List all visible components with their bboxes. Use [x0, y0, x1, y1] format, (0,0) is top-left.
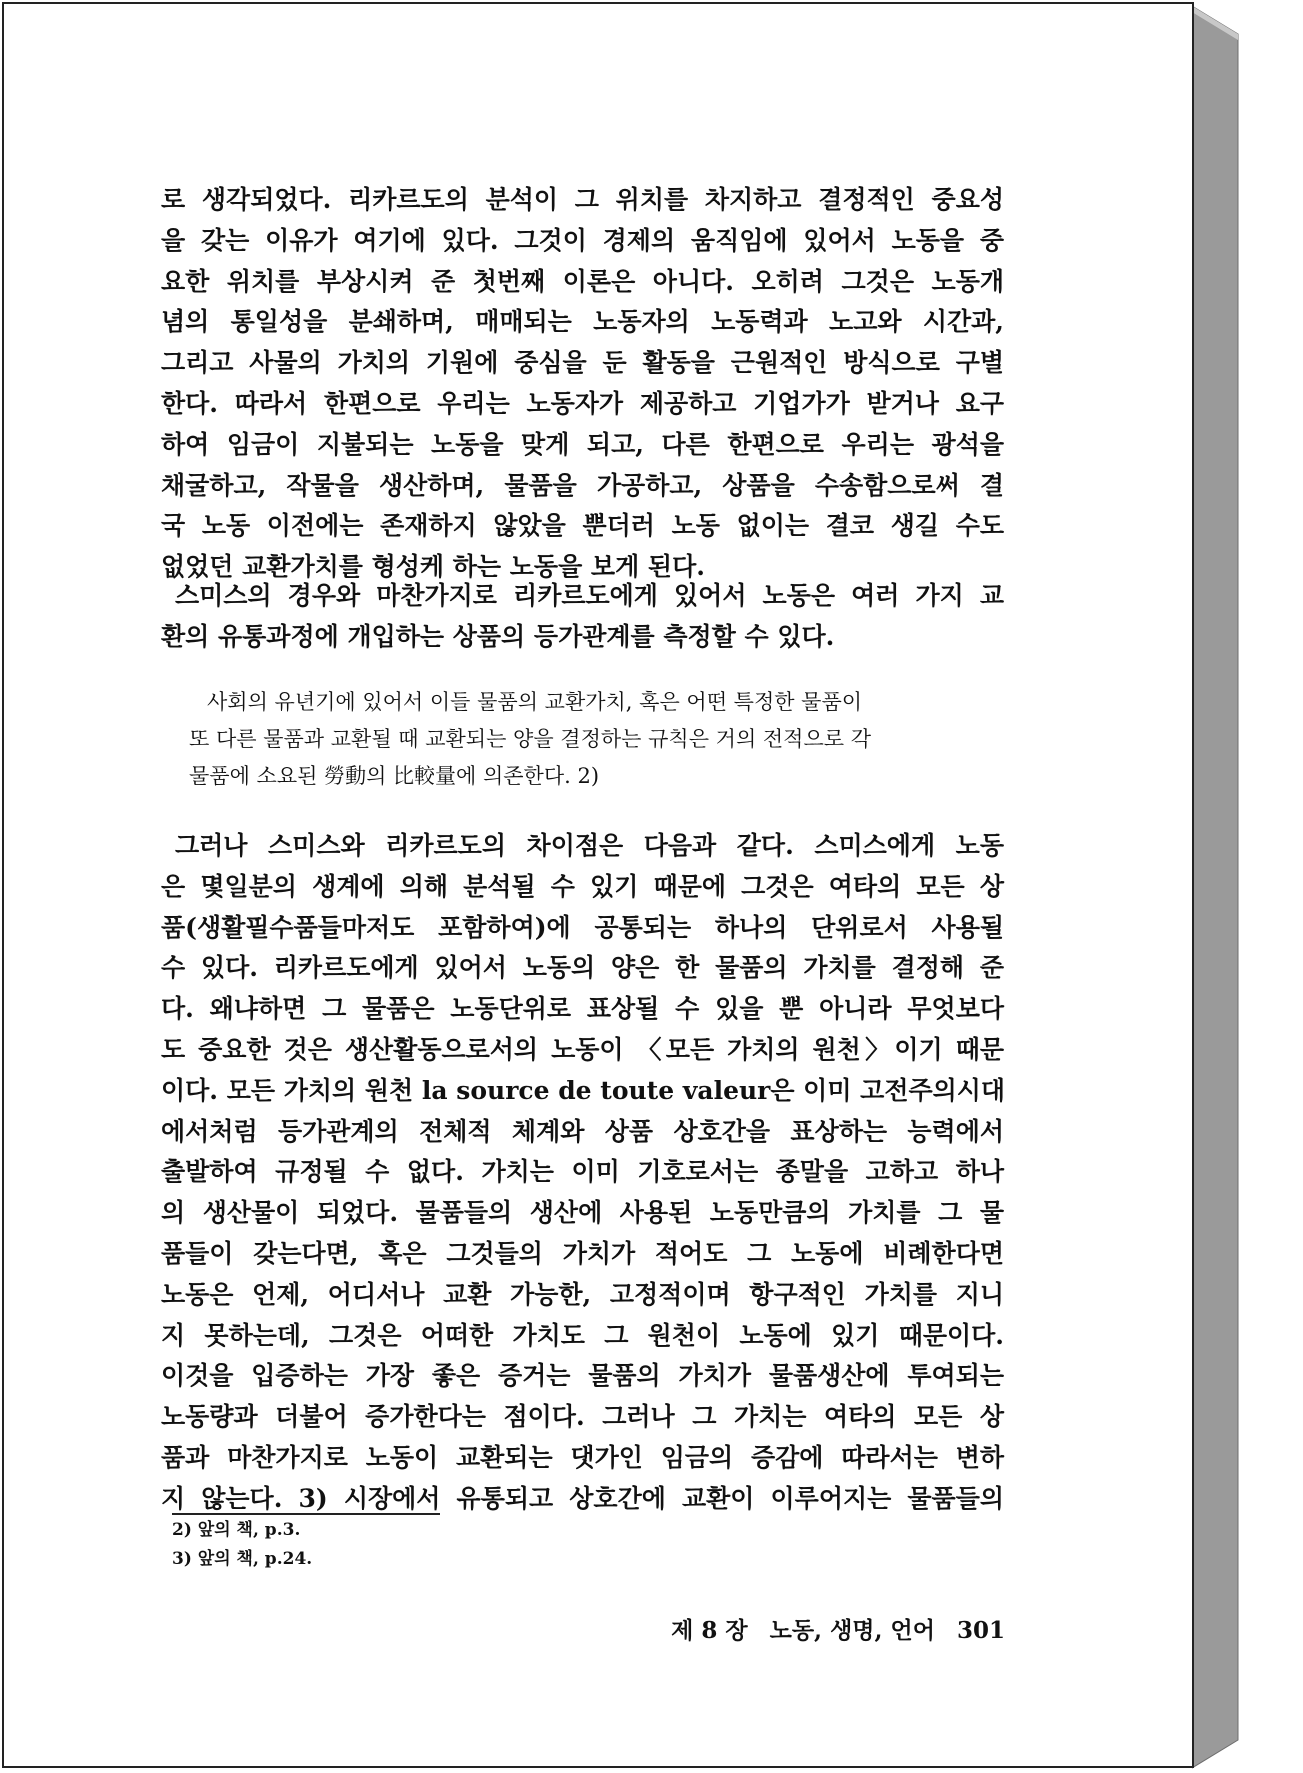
quote-line: 사회의 유년기에 있어서 이들 물품의 교환가치, 혹은 어떤 특정한 물품이 — [207, 690, 863, 714]
text-line: 의 생산물이 되었다. 물품들의 생산에 사용된 노동만큼의 가치를 그 물 — [161, 1198, 1004, 1228]
text-line: 스미스의 경우와 마찬가지로 리카르도에게 있어서 노동은 여러 가지 교 — [175, 581, 1004, 610]
text-line: 그리고 사물의 가치의 기원에 중심을 둔 활동을 근원적인 방식으로 구별 — [161, 348, 1004, 378]
chapter-title: 노동, 생명, 언어 — [769, 1617, 935, 1644]
chapter-label: 제 8 장 — [671, 1617, 748, 1644]
text-line: 지 못하는데, 그것은 어떠한 가치도 그 원천이 노동에 있기 때문이다. — [161, 1320, 1004, 1350]
text-line: 이다. 모든 가치의 원천 la source de toute valeur은 이미 고전주의시대 — [161, 1075, 1006, 1105]
text-line: 환의 유통과정에 개입하는 상품의 등가관계를 측정할 수 있다. — [161, 621, 835, 651]
paragraph-2 — [161, 576, 1004, 658]
footnote-3: 3) 앞의 책, p.24. — [172, 1549, 313, 1569]
text-line: 채굴하고, 작물을 생산하며, 물품을 가공하고, 상품을 수송함으로써 결 — [161, 470, 1004, 500]
block-quote — [189, 684, 1004, 795]
text-line: 품들이 갖는다면, 혹은 그것들의 가치가 적어도 그 노동에 비례한다면 — [161, 1238, 1004, 1268]
text-line: 품과 마찬가지로 노동이 교환되는 댓가인 임금의 증감에 따라서는 변하 — [161, 1442, 1004, 1472]
footnote-2: 2) 앞의 책, p.3. — [172, 1520, 301, 1540]
text-line: 하여 임금이 지불되는 노동을 맞게 되고, 다른 한편으로 우리는 광석을 — [161, 429, 1004, 459]
book-edge — [1192, 0, 1303, 1773]
text-line: 이것을 입증하는 가장 좋은 증거는 물품의 가치가 물품생산에 투여되는 — [161, 1361, 1004, 1391]
text-line: 도 중요한 것은 생산활동으로서의 노동이 〈모든 가치의 원천〉이기 때문 — [161, 1034, 1004, 1064]
text-line: 국 노동 이전에는 존재하지 않았을 뿐더러 노동 없이는 결코 생길 수도 — [161, 511, 1004, 541]
text-line: 을 갖는 이유가 여기에 있다. 그것이 경제의 움직임에 있어서 노동을 중 — [161, 225, 1004, 255]
text-line: 없었던 교환가치를 형성케 하는 노동을 보게 된다. — [161, 552, 705, 582]
text-line: 한다. 따라서 한편으로 우리는 노동자가 제공하고 기업가가 받거나 요구 — [161, 388, 1004, 418]
text-line: 다. 왜냐하면 그 물품은 노동단위로 표상될 수 있을 뿐 아니라 무엇보다 — [161, 994, 1004, 1024]
footnotes — [172, 1516, 312, 1574]
text-line: 은 몇일분의 생계에 의해 분석될 수 있기 때문에 그것은 여타의 모든 상 — [161, 871, 1004, 901]
quote-line: 또 다른 물품과 교환될 때 교환되는 양을 결정하는 규칙은 거의 전적으로 각 — [189, 727, 872, 751]
paragraph-3 — [161, 826, 1004, 1520]
text-line: 지 않는다. 3) 시장에서 유통되고 상호간에 교환이 이루어지는 물품들의 — [161, 1483, 1004, 1513]
paragraph-1 — [161, 180, 1004, 588]
page-number: 301 — [956, 1617, 1005, 1644]
text-line: 품(생활필수품들마저도 포함하여)에 공통되는 하나의 단위로서 사용될 — [161, 912, 1004, 942]
text-line: 념의 통일성을 분쇄하며, 매매되는 노동자의 노동력과 노고와 시간과, — [161, 307, 1004, 337]
running-footer — [640, 1612, 1005, 1645]
text-line: 그러나 스미스와 리카르도의 차이점은 다음과 같다. 스미스에게 노동 — [175, 831, 1004, 860]
text-line: 노동량과 더불어 증가한다는 점이다. 그러나 그 가치는 여타의 모든 상 — [161, 1402, 1004, 1432]
text-line: 노동은 언제, 어디서나 교환 가능한, 고정적이며 항구적인 가치를 지니 — [161, 1279, 1004, 1309]
text-line: 에서처럼 등가관계의 전체적 체계와 상품 상호간을 표상하는 능력에서 — [161, 1116, 1004, 1146]
footnote-divider — [172, 1513, 440, 1515]
text-line: 수 있다. 리카르도에게 있어서 노동의 양은 한 물품의 가치를 결정해 준 — [161, 953, 1004, 983]
text-line: 로 생각되었다. 리카르도의 분석이 그 위치를 차지하고 결정적인 중요성 — [161, 185, 1004, 214]
text-line: 요한 위치를 부상시켜 준 첫번째 이론은 아니다. 오히려 그것은 노동개 — [161, 266, 1004, 296]
text-line: 출발하여 규정될 수 없다. 가치는 이미 기호로서는 종말을 고하고 하나 — [161, 1157, 1004, 1187]
book-page — [2, 2, 1194, 1768]
quote-line: 물품에 소요된 勞動의 比較量에 의존한다. 2) — [189, 764, 600, 788]
